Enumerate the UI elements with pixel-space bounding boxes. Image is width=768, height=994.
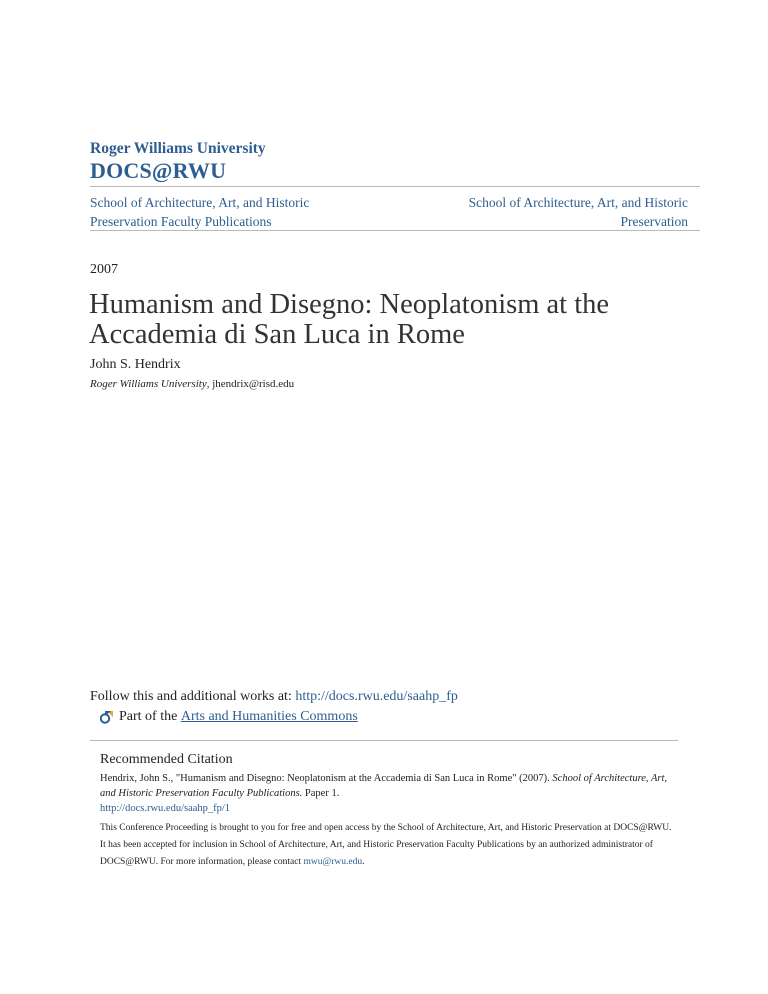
access-notice	[100, 820, 680, 871]
citation-paper: Paper 1.	[302, 788, 340, 799]
repository-header	[90, 140, 700, 184]
follow-line	[90, 689, 458, 705]
author-name: John S. Hendrix	[90, 357, 181, 372]
affiliation-institution: Roger Williams University	[90, 378, 207, 390]
citation-heading: Recommended Citation	[100, 752, 233, 767]
citation-text: Hendrix, John S., "Humanism and Disegno: Neoplatonism at the Accademia di San Luca in Rome" (2007).	[100, 773, 553, 784]
repository-name[interactable]: DOCS@RWU	[90, 158, 227, 183]
publication-year: 2007	[90, 262, 118, 277]
part-of-line	[102, 709, 358, 725]
notice-line-3: DOCS@RWU. For more information, please contact	[100, 857, 304, 867]
citation-url-link[interactable]: http://docs.rwu.edu/saahp_fp/1	[100, 803, 231, 814]
section-divider	[90, 740, 678, 741]
collection-bar	[90, 186, 700, 231]
part-of-prefix: Part of the	[119, 709, 181, 724]
notice-end: .	[362, 857, 365, 867]
bepress-commons-icon	[100, 710, 114, 724]
author-affiliation	[90, 378, 294, 390]
notice-line-2: It has been accepted for inclusion in School of Architecture, Art, and Historic Preservation Faculty Publications by an authorized administrator of	[100, 840, 653, 850]
follow-url-link[interactable]: http://docs.rwu.edu/saahp_fp	[295, 689, 458, 704]
arts-humanities-commons-link[interactable]: Arts and Humanities Commons	[180, 709, 358, 724]
university-name[interactable]: Roger Williams University	[90, 140, 266, 157]
contact-email-link[interactable]: mwu@rwu.edu	[303, 857, 363, 867]
affiliation-separator: ,	[206, 378, 213, 390]
collection-link-faculty-publications[interactable]: School of Architecture, Art, and Historic Preservation Faculty Publications	[90, 195, 310, 229]
notice-line-1: This Conference Proceeding is brought to you for free and open access by the School of Architecture, Art, and Historic Preservation at DOCS@RWU.	[100, 823, 672, 833]
collection-link-school[interactable]: School of Architecture, Art, and Historic Preservation	[468, 195, 688, 229]
follow-prefix: Follow this and additional works at:	[90, 689, 296, 704]
citation-series: School of Architecture, Art, and Historic Preservation Faculty Publications.	[100, 773, 668, 799]
author-email: jhendrix@risd.edu	[212, 378, 295, 390]
document-title: Humanism and Disegno: Neoplatonism at the Accademia di San Luca in Rome	[89, 289, 610, 350]
citation-body	[100, 771, 680, 816]
